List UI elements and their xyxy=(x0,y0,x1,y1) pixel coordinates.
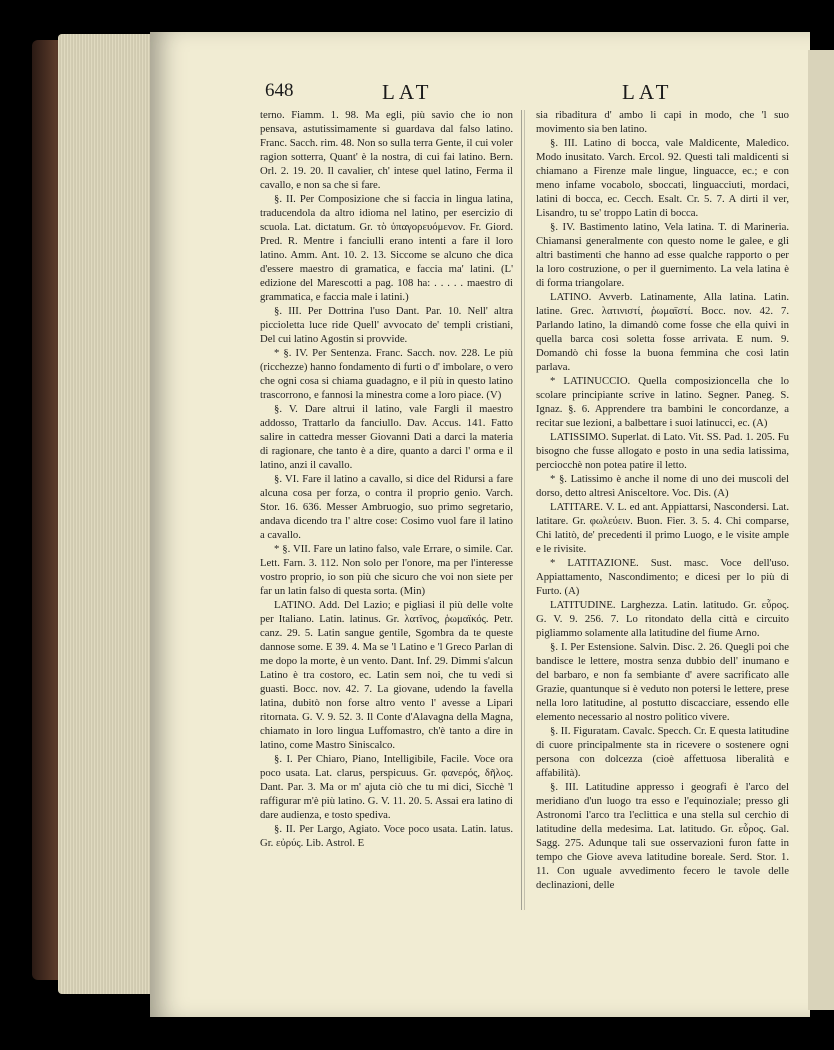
entry-paragraph: §. II. Per Largo, Agiato. Voce poco usata. Latin. latus. Gr. εὐρύς. Lib. Astrol. E xyxy=(260,823,513,849)
entry-paragraph: LATINO. Add. Del Lazio; e pigliasi il più delle volte per Italiano. Latin. latinus. Gr. λατῖνος, ῥωμαϊκός. Petr. canz. 29. 5. Latin sangue gentile, Sgombra da te queste dannose some. E 39. 4. Ma se 'l Latino e 'l Greco Parlan di me dopo la morte, è un vento. Dant. Inf. 29. Dimmi s'alcun Latino è tra costoro, ec. Latin sem noi, che tu vedi sì guasti. Bocc. nov. 42. 7. La giovane, udendo la favella latina, dubitò non forse altro vento l' avesse a Lipari ritornata. G. V. 9. 52. 3. Il Conte d'Alavagna della Magna, chiamato in loro lingua Luffomastro, ch'è tanto a dire in latino, come Mastro Siniscalco. xyxy=(260,599,513,751)
entry-paragraph: §. V. Dare altrui il latino, vale Fargli il maestro addosso, Trattarlo da fanciullo. Dav. Accus. 141. Fatto salire in cattedra messer Giovanni Dati a darci la materia di ragionare, che tanto è a dire, quanto a darci l' orma e il latino, anzi il cavallo. xyxy=(260,403,513,471)
entry-paragraph: LATISSIMO. Superlat. di Lato. Vit. SS. Pad. 1. 205. Fu bisogno che fusse allogato e posto in una sedia latissima, perciocchè non potea patire il letto. xyxy=(536,431,789,471)
entry-paragraph: * §. IV. Per Sentenza. Franc. Sacch. nov. 228. Le più (ricchezze) hanno fondamento di furti o d' imbolare, o vero che ogni cosa si chiama guadagno, e il più in questo latino trascorrono, e fannosi la minestra come a loro piace. (V) xyxy=(260,347,513,401)
right-column xyxy=(536,108,789,892)
entry-paragraph: §. VI. Fare il latino a cavallo, si dice del Ridursi a fare alcuna cosa per forza, o contra il proprio genio. Varch. Stor. 16. 636. Messer Ambruogio, suo primo segretario, andava dicendo tra l' altre cose: Cosimo vuol fare il latino a cavallo. xyxy=(260,473,513,541)
entry-paragraph: §. II. Figuratam. Cavalc. Specch. Cr. E questa latitudine di cuore principalmente sta in ricevere o sostenere ogni persona con dolcezza (cioè affettuosa liberalità e affabilità). xyxy=(536,725,789,779)
entry-paragraph: §. III. Per Dottrina l'uso Dant. Par. 10. Nell' altra piccioletta luce ride Quell' avvocato de' templi cristiani, Del cui latino Agostin si provvide. xyxy=(260,305,513,345)
entry-paragraph: LATINO. Avverb. Latinamente, Alla latina. Latin. latine. Grec. λατινιστί, ῥωμαϊστί. Bocc. nov. 42. 7. Parlando latino, la dimandò come fosse che ella quivi in quella barca così soletta fosse arrivata. E num. 9. Domandò chi fosse la buona femmina che così latin parlava. xyxy=(536,291,789,373)
entry-paragraph: §. II. Per Composizione che si faccia in lingua latina, traducendola da altro idioma nel latino, per esercizio di scuola. Lat. dictatum. Gr. τὸ ὑπαγορευόμενον. Fr. Giord. Pred. R. Mentre i fanciulli erano intenti a fare il loro latino. Amm. Ant. 10. 2. 13. Siccome se alcuno che dica d'essere maestro di gramatica, e faccia ma' latini. (L' edizione del Marescotti a pag. 108 ha: . . . . . maestro di grammatica, e faccia male i latini.) xyxy=(260,193,513,303)
entry-paragraph: sia ribaditura d' ambo li capi in modo, che 'l suo movimento sia ben latino. xyxy=(536,109,789,135)
entry-paragraph: §. I. Per Estensione. Salvin. Disc. 2. 26. Quegli poi che bandisce le lettere, mostra senza dubbio dell' inumano e del barbaro, e non fa sembiante d' avere sacrificato alle Grazie, quantunque si è veduto non potersi le lettere, prese nella loro latitudine, al postutto discacciare, essendo elle elemento necessario al nostro politico vivere. xyxy=(536,641,789,723)
column-rule-inner xyxy=(524,110,525,910)
entry-paragraph: §. IV. Bastimento latino, Vela latina. T. di Marineria. Chiamansi generalmente con questo nome le galee, e gli altri bastimenti che hanno ad esse qualche rapporto o per la loro costruzione, o per il guernimento. La vela latina è di forma triangolare. xyxy=(536,221,789,289)
entry-paragraph: LATITUDINE. Larghezza. Latin. latitudo. Gr. εὖρος. G. V. 9. 256. 7. Lo ritondato della città e circuito pigliammo solamente alla latitudine del fiume Arno. xyxy=(536,599,789,639)
page-number: 648 xyxy=(265,80,294,101)
entry-paragraph: LATITARE. V. L. ed ant. Appiattarsi, Nascondersi. Lat. latitare. Gr. φωλεύειν. Buon. Fier. 3. 5. 4. Chi comparse, Chi latitò, de' precedenti il primo Luogo, e le visite ample e le rivisite. xyxy=(536,501,789,555)
entry-paragraph: * §. Latissimo è anche il nome di uno dei muscoli del dorso, detto altresì Anisceltore. Voc. Dis. (A) xyxy=(536,473,789,499)
left-column xyxy=(260,108,513,850)
entry-paragraph: §. III. Latitudine appresso i geografi è l'arco del meridiano d'un luogo tra esso e l'equinoziale; presso gli Astronomi l'arco tra l'eclittica e una stella sul cerchio di latitudine della medesima. Lat. latitudo. Gr. εὖρος. Gal. Sagg. 275. Adunque tali sue osservazioni furon fatte in tempo che Giove aveva latitudine boreale. Serd. Stor. 1. 11. Con uguale avvedimento fecero le tavole delle declinazioni, delle xyxy=(536,781,789,891)
column-rule xyxy=(521,110,522,910)
facing-page-edge xyxy=(808,50,834,1010)
entry-paragraph: * LATITAZIONE. Sust. masc. Voce dell'uso. Appiattamento, Nascondimento; e dicesi per lo più di Furto. (A) xyxy=(536,557,789,597)
entry-paragraph: §. I. Per Chiaro, Piano, Intelligibile, Facile. Voce ora poco usata. Lat. clarus, perspicuus. Gr. φανερός, δῆλος. Dant. Par. 3. Ma or m' ajuta ciò che tu mi dici, Sicchè 'l raffigurar m'è più latino. G. V. 11. 20. 5. Assai era latino di dare audienza, e tosto spediva. xyxy=(260,753,513,821)
entry-paragraph: §. III. Latino di bocca, vale Maldicente, Maledico. Modo inusitato. Varch. Ercol. 92. Questi tali maldicenti si chiamano a Firenze male lingue, linguacce, ec.; e con meno infame vocabolo, sboccati, linguacciuti, mordaci, latini di bocca, ec. Cecch. Esalt. Cr. 5. 7. A dirti il ver, Lisandro, tu se' troppo Latin di bocca. xyxy=(536,137,789,219)
entry-paragraph: * LATINUCCIO. Quella composizioncella che lo scolare principiante scrive in latino. Segner. Paneg. S. Ignaz. §. 6. Apprendere tra bambini le concordanze, a recitar sue lezioni, a balbettare i suoi latinucci, ec. (A) xyxy=(536,375,789,429)
entry-paragraph: terno. Fiamm. 1. 98. Ma egli, più savio che io non pensava, astutissimamente si guardava dal falso latino. Franc. Sacch. rim. 48. Non so sulla terra Gente, il cui voler ragion sotterra, Quant' è la nostra, di cui fai latino. Bern. Orl. 2. 19. 20. Il cavalier, ch' intese quel latino, Ferma il cavallo, e non sa che si fare. xyxy=(260,109,513,191)
entry-paragraph: * §. VII. Fare un latino falso, vale Errare, o simile. Car. Lett. Farn. 3. 112. Non solo per l'onore, ma per l'interesse vostro proprio, io son più che sicuro che voi non siete per far un latin falso di questa sorta. (Min) xyxy=(260,543,513,597)
running-head-left: LAT xyxy=(382,80,433,104)
running-head-right: LAT xyxy=(622,80,673,104)
